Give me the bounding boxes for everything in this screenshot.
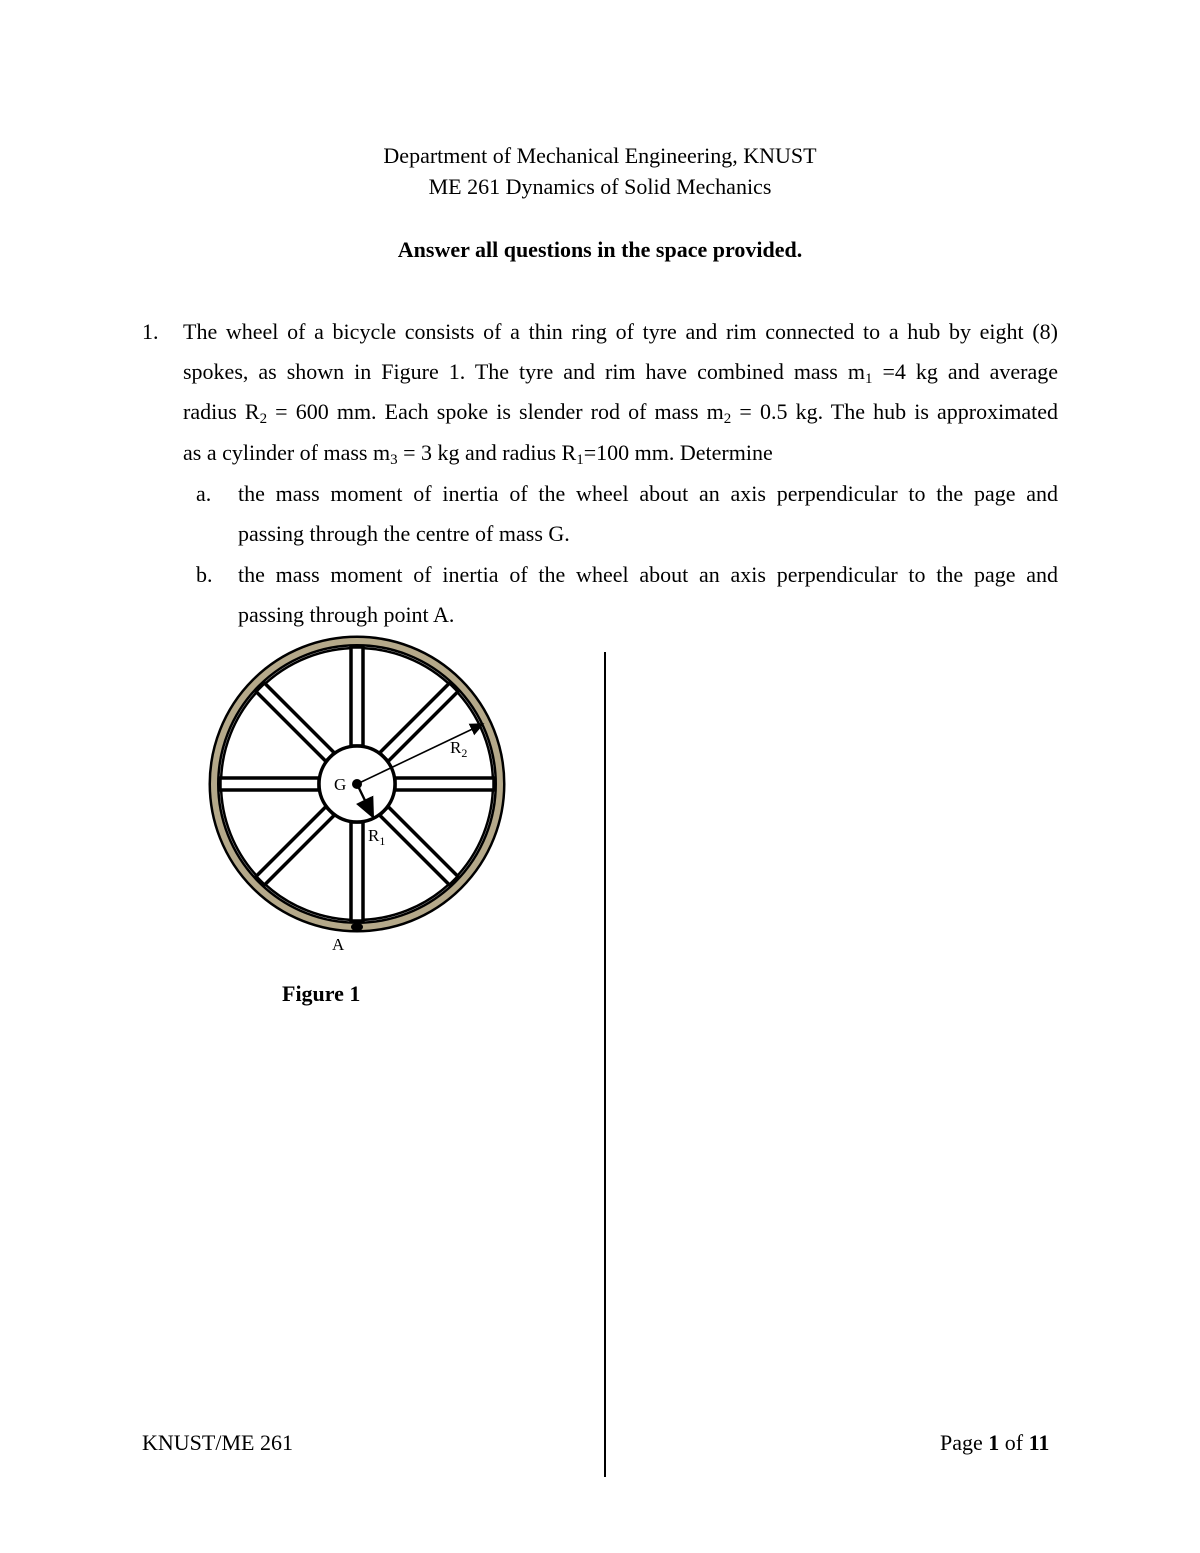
question-line-3-text-end: = 0.5 kg. The hub is approximated — [731, 399, 1058, 424]
label-r1-subscript: 1 — [379, 834, 386, 848]
page-of: of — [999, 1430, 1029, 1455]
question-line-2-text-end: =4 kg and average — [872, 359, 1058, 384]
part-b-line-2: passing through point A. — [238, 602, 455, 627]
label-g: G — [334, 775, 347, 794]
question-line-3 — [183, 399, 1058, 425]
subscript: 3 — [390, 452, 398, 468]
instruction-text: Answer all questions in the space provided. — [397, 237, 803, 262]
part-a-letter: a. — [196, 481, 212, 506]
question-line-4 — [183, 440, 773, 466]
label-r2 — [450, 738, 467, 760]
question-line-3-text: radius R — [183, 399, 260, 424]
department-heading: Department of Mechanical Engineering, KNUST — [383, 143, 817, 168]
answer-space-divider — [604, 652, 606, 1477]
question-line-4-text-mid: = 3 kg and radius R — [397, 440, 577, 465]
point-a-marker — [351, 923, 363, 931]
subscript: 1 — [864, 371, 873, 387]
footer-page-number — [940, 1430, 1049, 1456]
question-line-3-text-mid: = 600 mm. Each spoke is slender rod of mass m — [267, 399, 724, 424]
question-line-4-text: as a cylinder of mass m — [183, 440, 391, 465]
bicycle-wheel-figure — [200, 630, 520, 960]
part-b-line-1: the mass moment of inertia of the wheel about an axis perpendicular to the page and — [238, 562, 1058, 587]
question-line-2 — [183, 359, 1058, 385]
label-a: A — [332, 935, 345, 954]
label-r1-letter: R — [368, 826, 380, 845]
page-word: Page — [940, 1430, 989, 1455]
question-line-2-text: spokes, as shown in Figure 1. The tyre and rim have combined mass m — [183, 359, 865, 384]
question-number: 1. — [142, 319, 159, 344]
part-b-letter: b. — [196, 562, 213, 587]
course-title: ME 261 Dynamics of Solid Mechanics — [428, 174, 772, 199]
page-current: 1 — [988, 1430, 1000, 1455]
subscript: 2 — [723, 411, 732, 427]
page-total: 11 — [1028, 1430, 1050, 1455]
label-r2-letter: R — [450, 738, 462, 757]
subscript: 2 — [259, 411, 268, 427]
part-a-line-2: passing through the centre of mass G. — [238, 521, 570, 546]
question-line-4-text-end: =100 mm. Determine — [583, 440, 773, 465]
part-a-line-1: the mass moment of inertia of the wheel about an axis perpendicular to the page and — [238, 481, 1058, 506]
label-r2-subscript: 2 — [461, 746, 468, 760]
figure-caption: Figure 1 — [282, 981, 361, 1006]
footer-course-code: KNUST/ME 261 — [142, 1430, 293, 1455]
label-r1 — [368, 826, 385, 848]
question-line-1: The wheel of a bicycle consists of a thin ring of tyre and rim connected to a hub by eight (8) — [183, 319, 1058, 344]
subscript: 1 — [576, 452, 584, 468]
